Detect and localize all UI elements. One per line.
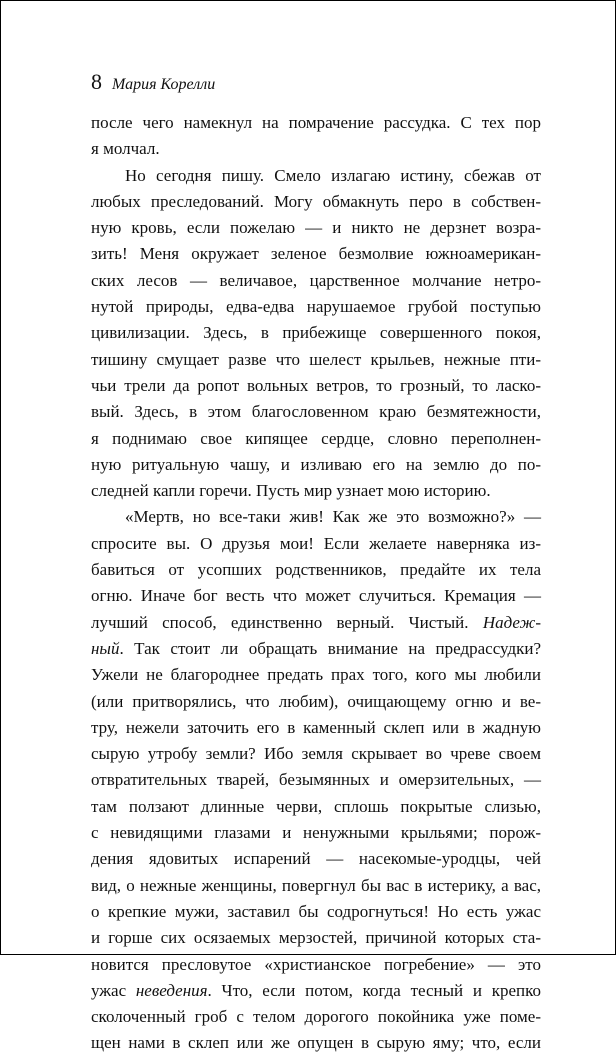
text-line: отвратительных тварей, безымянных и омерзительных, —	[91, 770, 541, 790]
text-line: вый. Здесь, в этом благословенном краю безмятежности,	[91, 402, 541, 422]
text-line: сколоченный гроб с телом дорогого покойника уже поме-	[91, 1007, 541, 1027]
text-line: бавиться от усопших родственников, предайте их тела	[91, 560, 541, 580]
text-line: ную ритуальную чашу, и изливаю его на землю до по-	[91, 454, 541, 474]
body-text	[91, 110, 541, 1057]
text-line	[91, 978, 541, 1004]
text-line: спросите вы. О друзья мои! Если желаете наверняка из-	[91, 533, 541, 553]
text-line: тру, нежели заточить его в каменный склеп или в жадную	[91, 717, 541, 737]
text-line: тишину смущает разве что шелест крыльев, нежные пти-	[91, 349, 541, 369]
text-line	[91, 610, 541, 636]
text-line: «Мертв, но все-таки жив! Как же это возможно?» —	[125, 507, 541, 527]
text-line: с невидящими глазами и ненужными крыльями; порож-	[91, 823, 541, 843]
text-line: любых преследований. Могу обмакнуть перо в собствен-	[91, 191, 541, 211]
text-line: вид, о нежные женщины, повергнул бы вас в истерику, а вас,	[91, 875, 541, 895]
text-line: новится пресловутое «христианское погребение» — это	[91, 954, 541, 974]
text-line: ских лесов — величавое, царственное молчание нетро-	[91, 270, 541, 290]
text-line: я поднимаю свое кипящее сердце, словно переполнен-	[91, 428, 541, 448]
text-line: сырую утробу земли? Ибо земля скрывает во чреве своем	[91, 744, 541, 764]
text-line: (или притворялись, что любим), очищающему огню и ве-	[91, 691, 541, 711]
text-line: и горше сих осязаемых мерзостей, причиной которых ста-	[91, 928, 541, 948]
italic-word: неведения	[135, 980, 208, 1000]
text-line: там ползают длинные черви, сплошь покрытые слизью,	[91, 796, 541, 816]
text-line: Ужели не благороднее предать прах того, кого мы любили	[91, 665, 541, 685]
text-line: дения ядовитых испарений — насекомые-уродцы, чей	[91, 849, 541, 869]
text-line: после чего намекнул на помрачение рассудка. С тех пор	[91, 113, 541, 132]
italic-word: Надеж-	[482, 612, 542, 632]
italic-word: ный	[91, 638, 120, 658]
text-line: я молчал.	[91, 139, 160, 159]
text-line: ную кровь, если пожелаю — и никто не дерзнет возра-	[91, 218, 541, 238]
text-segment: ужас	[91, 980, 127, 1000]
text-line: Но сегодня пишу. Смело излагаю истину, сбежав от	[125, 165, 541, 185]
text-line: нутой природы, едва-едва нарушаемое грубой поступью	[91, 297, 541, 317]
text-line	[91, 636, 541, 662]
page-header	[91, 69, 215, 95]
text-line: о крепкие мужи, заставил бы содрогнуться! Но есть ужас	[91, 901, 541, 921]
page-number: 8	[91, 69, 102, 94]
text-segment: . Так стоит ли обращать внимание на предрассудки?	[119, 638, 541, 658]
text-line: зить! Меня окружает зеленое безмолвие южноамерикан-	[91, 244, 541, 264]
text-line: следней капли горечи. Пусть мир узнает мою историю.	[91, 481, 491, 501]
text-segment: . Что, если потом, когда тесный и крепко	[207, 980, 541, 1000]
text-line: огню. Иначе бог весть что может случиться. Кремация —	[91, 586, 541, 606]
text-line: щен нами в склеп или же опущен в сырую яму; что, если	[91, 1033, 541, 1053]
text-line: цивилизации. Здесь, в прибежище совершенного покоя,	[91, 323, 541, 343]
text-segment: лучший способ, единственно верный. Чистый.	[91, 612, 469, 632]
running-head-author: Мария Корелли	[112, 76, 216, 93]
text-line: чьи трели да ропот вольных ветров, то грозный, то ласко-	[91, 375, 541, 395]
